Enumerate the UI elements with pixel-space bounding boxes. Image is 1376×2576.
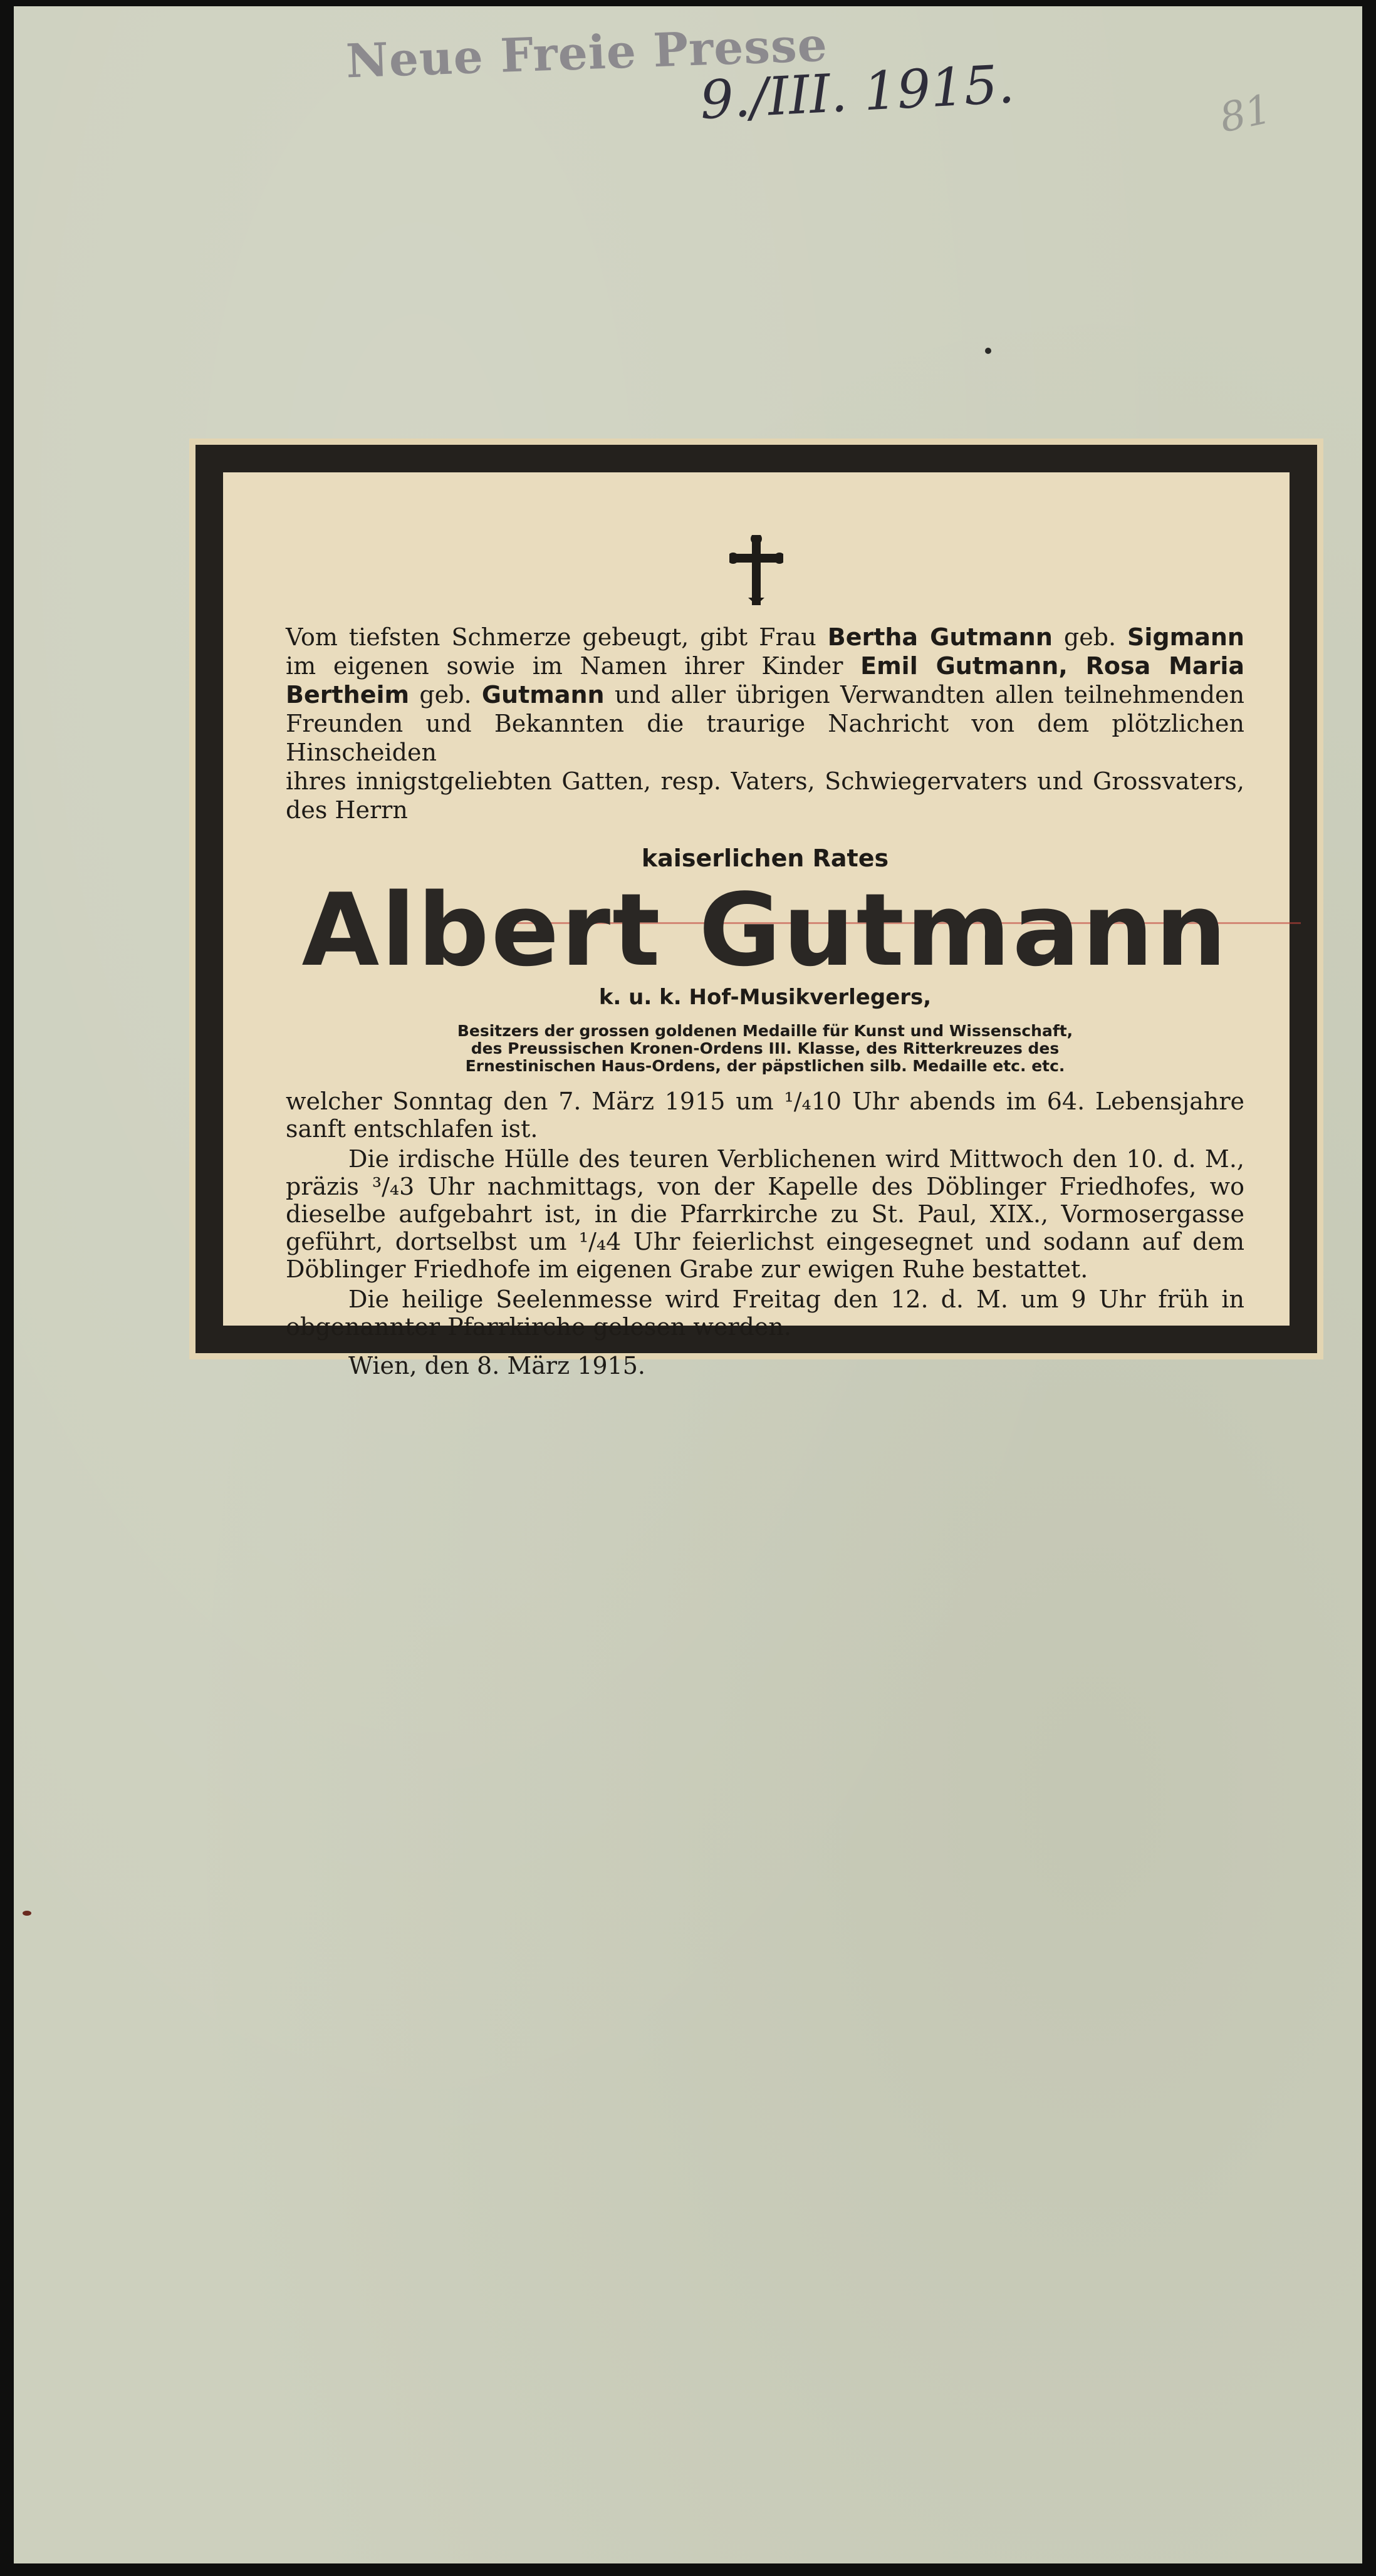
place-and-date: Wien, den 8. März 1915.: [348, 1352, 645, 1379]
honours-list: [323, 1022, 1207, 1075]
cross-icon: [729, 535, 783, 605]
intro-line: ihres innigstgeliebten Gatten, resp. Vaters, Schwiegervaters und Grossvaters, des Herrn: [286, 767, 1244, 824]
deceased-name: Albert Gutmann: [301, 871, 1229, 989]
honour-line: des Preussischen Kronen-Ordens III. Klasse, des Ritterkreuzes des: [471, 1039, 1060, 1057]
child-maiden-name: Gutmann: [481, 681, 605, 709]
funeral-paragraph: Die irdische Hülle des teuren Verblichenen wird Mittwoch den 10. d. M., präzis ³/₄3 Uhr nachmittags, von der Kapelle des Döblinger Friedhofes, wo dieselbe aufgebahrt ist, in die Pfarrkirche zu St. Paul, XIX., Vormosergasse geführt, dortselbst um ¹/₄4 Uhr feierlichst eingesegnet und sodann auf dem Döblinger Friedhofe im eigenen Grabe zur ewigen Ruhe bestattet.: [286, 1145, 1244, 1283]
requiem-paragraph: Die heilige Seelenmesse wird Freitag den 12. d. M. um 9 Uhr früh in obgenannter Pfarrkirche gelesen werden.: [286, 1285, 1244, 1341]
notice-text: [286, 623, 1244, 1379]
intro-line: Vom tiefsten Schmerze gebeugt, gibt Frau Bertha Gutmann geb. Sigmann: [286, 623, 1244, 651]
occupation: k. u. k. Hof-Musikverlegers,: [598, 985, 932, 1010]
intro-line: Bertheim geb. Gutmann und aller übrigen Verwandten allen teilnehmenden: [286, 681, 1244, 709]
honour-line: Besitzers der grossen goldenen Medaille für Kunst und Wissenschaft,: [457, 1022, 1073, 1040]
intro-line: im eigenen sowie im Namen ihrer Kinder Emil Gutmann, Rosa Maria: [286, 652, 1244, 680]
pencil-page-mark: 81: [1216, 86, 1276, 142]
obituary-clipping: [189, 439, 1323, 1379]
honorific-title: kaiserlichen Rates: [641, 844, 889, 872]
mourning-border: [195, 445, 1317, 1379]
document-sheet: [14, 6, 1362, 2563]
intro-line: Freunden und Bekannten die traurige Nachricht von dem plötzlichen Hinscheiden: [286, 710, 1244, 766]
handwritten-date: 9./III. 1915.: [698, 53, 1016, 132]
honour-line: Ernestinischen Haus-Ordens, der päpstlichen silb. Medaille etc. etc.: [465, 1057, 1065, 1075]
maiden-name: Sigmann: [1127, 623, 1244, 651]
child-surname: Bertheim: [286, 681, 410, 709]
widow-name: Bertha Gutmann: [827, 623, 1053, 651]
ink-speck: [985, 348, 991, 354]
newspaper-stamp: Neue Freie Presse: [345, 18, 829, 89]
announcement-intro: [286, 623, 1244, 824]
children-names: Emil Gutmann, Rosa Maria: [860, 652, 1244, 680]
death-date-paragraph: welcher Sonntag den 7. März 1915 um ¹/₄10 Uhr abends im 64. Lebensjahre sanft entschlafen ist.: [286, 1088, 1244, 1143]
ink-speck: [23, 1911, 31, 1916]
